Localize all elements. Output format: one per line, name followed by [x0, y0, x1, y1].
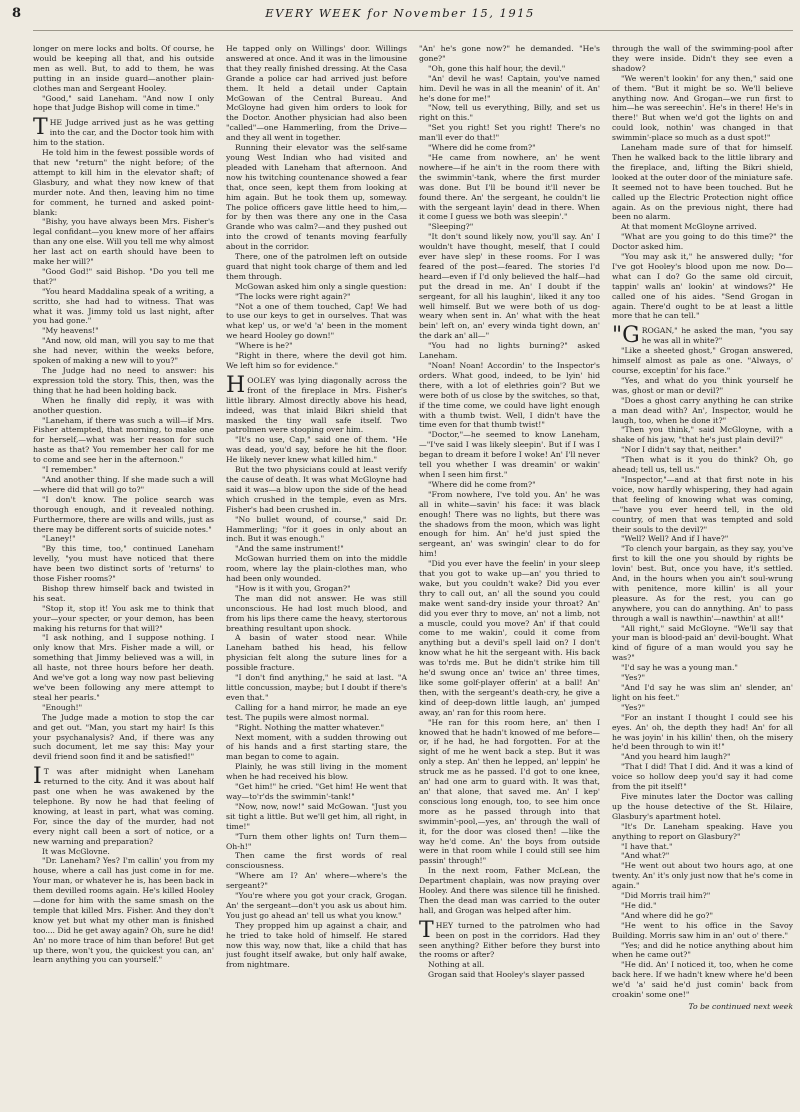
paragraph: "Noan! Noan! Accordin' to the Inspector's orders. What good, indeed, to be lyin' hid there, with a lot of elethries goin'? But we were both of us close by the switches, so that, if the time come, we could have light enough with a thumb twist. Well, I didn't have the time even for that thumb twist!" [419, 361, 600, 430]
paragraph: "To clench your bargain, as they say, you've first to kill the one you should by rights be lovin' best. But, once you have, it's settled. And, in the hours when you ain't soul-wrung with penitence, more killin' is all your pleasure. As for the rest, you can go anywhere, you can do annything. An' to pass through a wall is nawthin'—nawthin' at all!" [612, 544, 793, 623]
paragraph: longer on mere locks and bolts. Of course, he would be keeping all that, and his outside men as well. But, to add to them, he was putting in an inside guard—another plain-clothes man and Sergeant Hooley. [33, 44, 214, 93]
paragraph: There, one of the patrolmen left on outside guard that night took charge of them and led them through. [226, 252, 407, 281]
paragraph: "He went out about two hours ago, at one twenty. An' it's only just now that he's come in again." [612, 861, 793, 891]
paragraph: "From nowhere, I've told you. An' he was all in white—savin' his face: it was black enough! There was no lights, but there was the shadows from the moon, which was light enough for him. An' he'd just spied the sergeant, an' was swingin' clear to do for him! [419, 489, 600, 559]
paragraph: "Inspector,"—and at that first note in his voice, now hardly whispering, they had again that feeling of knowing what was coming,—"have you ever heerd tell, in the old country, of men that was tempted and sold their souls to the devil?" [612, 474, 793, 534]
paragraph: IT was after midnight when Laneham returned to the city. And it was about half past one when he was awakened by the telephone. By now he had that feeling of knowing, at least in part, what was coming. For, since the day of the murder, had not every night call been a sort of notice, or a new warning and preparation? [33, 764, 214, 846]
text-column-3 [419, 44, 600, 1104]
paragraph: When he finally did reply, it was with another question. [33, 395, 214, 415]
paragraph: "Does a ghost carry anything he can strike a man dead with? An', Inspector, would he laugh, too, when he done it?" [612, 395, 793, 425]
paragraph: HOOLEY was lying diagonally across the front of the fireplace in Mrs. Fisher's little library. Almost directly above his head, indeed, was that inlaid Bikri shield that masked the tiny wall safe itself. Two patrolmen were stooping over him. [226, 372, 407, 435]
paragraph: The Judge had no need to answer: his expression told the story. This, then, was the thing that he had been holding back. [33, 366, 214, 395]
paragraph: "And another thing. If she made such a will—where did that will go to?" [33, 474, 214, 494]
paragraph: "That I did! That I did. And it was a kind of voice so hollow deep you'd say it had come from the pit itself!" [612, 762, 793, 792]
paragraph: "I remember." [42, 465, 97, 475]
paragraph: He told him in the fewest possible words of that new "return" the night before; of the attempt to kill him in the elevator shaft; of Glasbury, and what they now knew of that murder note. And then, leaving him no time for comment, he turned and asked point-blank: [33, 148, 214, 217]
paragraph: "You may ask it," he answered dully; "for I've got Hooley's blood upon me now. Do—what can I do? Go the same old circuit, tappin' walls an' lookin' at windows?" He called one of his aides. "Send Grogan in again. There'd ought to be at least a little more that he can tell." [612, 252, 793, 321]
paragraph: Laneham made sure of that for himself. Then he walked back to the little library and the fireplace, and, lifting the Bikri shield, looked at the outer door of the miniature safe. It seemed not to have been touched. But he called up the Electric Protection night office again. As on the previous night, there had been no alarm. [612, 143, 793, 222]
paragraph: "He ran for this room here, an' then I knowed that he hadn't knowed of me before—or, if he had, he had forgotten. For at the sight of me he went back a step. But it was only a step. An' then he lepped, an' leppin' he struck me as he passed. I'd got to one knee, an' had one arm to guard with. It was that, an' that alone, that saved me. An' I kep' conscious long enough, too, to see him once more as he passed through into that swimmin'-pool,—yes, an' through the wall of it, for the door was closed then! —like the way he'd come. An' the boys from outside were in that room while I could still see him passin' through!" [419, 717, 600, 866]
paragraph: "He did." [621, 900, 657, 910]
paragraph: To be continued next week [688, 1002, 793, 1011]
paragraph: "It's no use, Cap," said one of them. "He was dead, you'd say, before he hit the floor. He likely never knew what killed him." [226, 435, 407, 465]
paragraph: They propped him up against a chair, and he tried to take hold of himself. He stared now this way, now that, like a child that has just fought itself awake, but only half awake, from nightmare. [226, 920, 407, 970]
paragraph: The man did not answer. He was still unconscious. He had lost much blood, and from his lips there came the heavy, stertorous breathing resultant upon shock. [226, 593, 407, 633]
paragraph: "Yes, and what do you think yourself he was, ghost or man or devil?" [612, 375, 793, 395]
paragraph: "Yes?" [621, 702, 646, 712]
paragraph: "Where is he?" [235, 341, 293, 351]
paragraph: McGowan asked him only a single question: [235, 281, 407, 291]
paragraph: "Good," said Laneham. "And now I only hope that Judge Bishop will come in time." [33, 93, 214, 113]
paragraph: Five minutes later the Doctor was calling up the house detective of the St. Hilaire, Glasbury's apartment hotel. [612, 791, 793, 821]
paragraph: "Right in there, where the devil got him. We left him so for evidence." [226, 351, 407, 370]
paragraph: "An' he's gone now?" he demanded. "He's gone?" [419, 44, 600, 63]
paragraph: "I don't know. The police search was thorough enough, and it revealed nothing. Furthermore, there are wills and wills, just as there may be different sorts of suicide notes." [33, 494, 214, 534]
paragraph: Calling for a hand mirror, he made an eye test. The pupils were almost normal. [226, 702, 407, 722]
paragraph: "You're where you got your crack, Grogan. An' the sergeant—don't you ask us about him. You just go ahead an' tell us what you know." [226, 891, 407, 920]
paragraph: "Good God!" said Bishop. "Do you tell me that?" [33, 266, 214, 286]
paragraph: The Judge made a motion to stop the car and get out. "Man, you start my hair! Is this your psychanalysis? And, if there was any such document, let me say this: May your devil friend soon find it and be satisfied!" [33, 712, 214, 762]
paragraph: "Turn them other lights on! Turn them— Oh-h!" [226, 831, 407, 851]
paragraph: "I don't find anything," he said at last. "A little concussion, maybe; but I doubt if there's even that." [226, 673, 407, 702]
paragraph: "Doctor,"—he seemed to know Laneham,—"I've said I was likely sleepin'. But if I was I began to dream it before I woke! An' I'll never tell you whether I was dreamin' or wakin' when I seen him first." [419, 430, 600, 479]
text-column-4 [612, 44, 793, 1104]
paragraph: "Laneham, if there was such a will—if Mrs. Fisher attempted, that morning, to make one for herself,—what was her reason for such haste as that? You remember her call for me to come and see her in the afternoon." [33, 415, 214, 465]
paragraph: "It's Dr. Laneham speaking. Have you anything to report on Glasbury?" [612, 821, 793, 841]
paragraph: He tapped only on Willings' door. Willings answered at once. And it was in the limousine that they really finished dressing. At the Casa Grande a police car had arrived just before them. It held a detail under Captain McGowan of the Central Bureau. And McGloyne had given him orders to look for the Doctor. Another physician had also been "called"—one Hammerling, from the Drive—and they all went in together. [226, 44, 407, 143]
paragraph: "Well? Well? And if I have?" [621, 534, 729, 544]
page-number: 8 [12, 6, 22, 21]
paragraph: "Nor I didn't say that, neither." [621, 445, 742, 455]
paragraph: "And where did he go?" [621, 910, 714, 920]
paragraph: It was McGlovne. [42, 846, 110, 856]
paragraph: "Where did he come from?" [428, 479, 536, 489]
paragraph: "How is it with you, Grogan?" [235, 583, 351, 593]
paragraph: "We weren't lookin' for any then," said one of them. "But it might be so. We'll believe anything now. And Grogan—we run first to him—he was sereechin'. He's in there! He's in there!' But when we'd got the lights on and could look, nothin' was changed in that swimmin'-place so much as a dust spot!" [612, 73, 793, 143]
text-column-2 [226, 44, 407, 1104]
paragraph: "GROGAN," he asked the man, "you say he was all in white?" [612, 323, 793, 349]
paragraph: "He did. An' I noticed it, too, when he come back here. If we hadn't knew where he'd been we'd 'a' said he'd just comin' back from croakin' some one!" [612, 960, 793, 1000]
page-header [0, 6, 800, 24]
paragraph: "And the same instrument!" [235, 544, 344, 554]
paragraph: "Did Morris trail him?" [621, 891, 711, 901]
paragraph: "By this time, too," continued Laneham levelly, "you must have noticed that there have been two distinct sorts of 'returns' to those Fisher rooms?" [33, 544, 214, 584]
paragraph: THE Judge arrived just as he was getting into the car, and the Doctor took him with him to the station. [33, 115, 214, 148]
paragraph: "No bullet wound, of course," said Dr. Hammerling; "for it goes in only about an inch. But it was enough." [226, 514, 407, 544]
paragraph: "Bishy, you have always been Mrs. Fisher's legal confidant—you knew more of her affairs than any one else. Will you tell me why almost her last act on earth should have been to make her will?" [33, 217, 214, 267]
paragraph: "Yes; and did he notice anything about him when he came out?" [612, 940, 793, 960]
paragraph: At that moment McGloyne arrived. [621, 222, 757, 232]
paragraph: "An' devil he was! Captain, you've named him. Devil he was in all the meanin' of it. An' he's done for me!" [419, 73, 600, 103]
paragraph: McGowan hurried them on into the middle room, where lay the plain-clothes man, who had been only wounded. [226, 554, 407, 584]
paragraph: "Now, now, now!" said McGowan. "Just you sit tight a little. But we'll get him, all right, in time!" [226, 801, 407, 831]
paragraph: Bishop threw himself back and twisted in his seat. [33, 583, 214, 603]
paragraph: But the two physicians could at least verify the cause of death. It was what McGloyne had said it was—a blow upon the side of the head which crushed in the temple, even as Mrs. Fisher's had been crushed in. [226, 465, 407, 514]
paragraph: "Not a one of them touched, Cap! We had to use our keys to get in ourselves. That was what kep' us, or we'd 'a' been in the moment we heard Hooley go down!" [226, 301, 407, 341]
paragraph: "Set you right! Set you right! There's no man'll ever do that!" [419, 123, 600, 143]
paragraph: "Then you think," said McGloyne, with a shake of his jaw, "that he's just plain devil?" [612, 425, 793, 445]
paragraph: "I have that." [621, 841, 673, 851]
paragraph: "Right. Nothing the matter whatever." [235, 722, 385, 732]
paragraph: "Enough!" [42, 702, 83, 712]
paragraph: "Then what is it you do think? Oh, go ahead; tell us, tell us." [612, 455, 793, 475]
paragraph: "Stop it, stop it! You ask me to think that your—your specter, or your demon, has been making his returns for that will?" [33, 603, 214, 633]
paragraph: "Dr. Laneham? Yes? I'm callin' you from my house, where a call has just come in for me. Your man, or whatever he is, has been back in them devilled rooms again. He's killed Hooley—done for him with the same smash on the temple that killed Mrs. Fisher. And they don't know yet but what my other man is finished too.... Did he get away again? Oh, sure he did! An' no more trace of him than before! But get up there, won't you, the quickest you can, an' learn anything you can yourself." [33, 856, 214, 965]
text-column-1 [33, 44, 214, 1104]
paragraph: "Laney!" [42, 534, 76, 544]
paragraph: "Oh, gone this half hour, the devil." [428, 63, 566, 73]
running-head: EVERY WEEK for November 15, 1915 [265, 6, 535, 20]
paragraph: Nothing at all. [428, 960, 485, 970]
paragraph: "Sleeping?" [428, 222, 474, 232]
paragraph: Next moment, with a sudden throwing out of his hands and a first starting stare, the man began to come to again. [226, 732, 407, 762]
paragraph: "Get him!" he cried. "Get him! He went that way—to'r'ds the swimmin'-tank!" [226, 782, 407, 801]
paragraph: "The locks were right again?" [235, 291, 351, 301]
paragraph: "It don't sound likely now, you'll say. An' I wouldn't have thought, meself, that I could ever have slep' in these rooms. For I was feared of the post—feared. The stories I'd heard—even if I'd only believed the half—had put the dread in me. An' I doubt if the sergeant, for all his laughin', liked it any too well himself. But we were both of us dog-weary when sent in. An' what with the heat bein' left on, an' every winda tight down, an' the dark an' all—" [419, 232, 600, 341]
paragraph: through the wall of the swimming-pool after they were inside. Didn't they see even a shadow? [612, 44, 793, 73]
paragraph: "Like a sheeted ghost," Grogan answered, himself almost as pale as one. "Always, o' course, exceptin' for his face." [612, 346, 793, 375]
paragraph: "He came from nowhere, an' he went nowhere—if he ain't in the room there with the swimmin'-tank, where the first murder was done. But I'll be bound it'll never be found there. An' the sergeant, he couldn't lie with the sergeant layin' dead in there. When it come I guess we both was sleepin'." [419, 152, 600, 222]
paragraph: "I ask nothing, and I suppose nothing. I only know that Mrs. Fisher made a will, or something that Jimmy believed was a will, in all haste, not three hours before her death. And we've got a long way now past believing we've been following any mere attempt to steal her pearls." [33, 633, 214, 702]
paragraph: "Now, tell us everything, Billy, and set us right on this." [419, 103, 600, 123]
paragraph: "Where am I? An' where—where's the sergeant?" [226, 871, 407, 891]
paragraph: "I'd say he was a young man." [621, 663, 738, 673]
paragraph: "Did you ever have the feelin' in your sleep that you got to wake up—an' you thried to wake, but you couldn't wake? Did you ever thry to call out, an' all the sound you could make went sand-dry inside your throat? An' did you ever thry to move, an' not a limb, not a muscle, could you move? An' if that could come to me wakin', could it come from anything but a devil's spell laid on? I don't know what he hit the sergeant with. His back was to'rds me. But he didn't strike him till he'd swung once an' twice an' three times, like some golf-player offerin' at a ball! An' then, with the sergeant's death-cry, he give a kind of deep-down little laugh, an' jumped away, an' ran for this room here. [419, 559, 600, 717]
paragraph: Then came the first words of real consciousness. [226, 851, 407, 871]
paragraph: Running their elevator was the self-same young West Indian who had visited and pleaded with Laneham that afternoon. And now his twitching countenance showed a fear that, once seen, kept them from looking at him again. But he took them up, someway. The police officers gave little heed to him,—for by then was there any one in the Casa Grande who was calm?—and they pushed out into the crowd of tenants moving fearfully about in the corridor. [226, 143, 407, 252]
paragraph: "And I'd say he was slim an' slender, an' light on his feet." [612, 683, 793, 702]
paragraph: Plainly, he was still living in the moment when he had received his blow. [226, 762, 407, 782]
paragraph: "And what?" [621, 851, 670, 861]
paragraph: "All right," said McGloyne. "We'll say that your man is blood-paid an' devil-bought. What kind of figure of a man would you say he was?" [612, 623, 793, 663]
paragraph: A basin of water stood near. While Laneham bathed his head, his fellow physician felt along the suture lines for a possible fracture. [226, 633, 407, 673]
paragraph: THEY turned to the patrolmen who had been on post in the corridors. Had they seen anything? Either before they burst into the rooms or after? [419, 917, 600, 960]
paragraph: In the next room, Father McLean, the Department chaplain, was now praying over Hooley. And there was silence till he finished. Then the dead man was carried to the outer hall, and Grogan was helped after him. [419, 866, 600, 915]
header-rule [33, 30, 793, 31]
paragraph: "He went to his office in the Savoy Building. Morris saw him in an' out o' there." [612, 920, 793, 940]
paragraph: "Where did he come from?" [428, 143, 536, 153]
paragraph: "And you heard him laugh?" [621, 752, 731, 762]
paragraph: "And now, old man, will you say to me that she had never, within the weeks before, spoken of making a new will to you?" [33, 336, 214, 366]
paragraph: "What are you going to do this time?" the Doctor asked him. [612, 232, 793, 252]
paragraph: "My heavens!" [42, 326, 99, 336]
paragraph: Grogan said that Hooley's slayer passed [428, 970, 585, 980]
paragraph: "For an instant I thought I could see his eyes. An' oh, the depth they had! An' for all he was joyin' in his killin' then, oh the misery he'd been through to win it!" [612, 712, 793, 752]
paragraph: "Yes?" [621, 673, 646, 683]
paragraph: "You heard Maddalina speak of a writing, a scritto, she had had to witness. That was what it was. Jimmy told us last night, after you had gone." [33, 286, 214, 326]
paragraph: "You had no lights burning?" asked Laneham. [419, 341, 600, 361]
